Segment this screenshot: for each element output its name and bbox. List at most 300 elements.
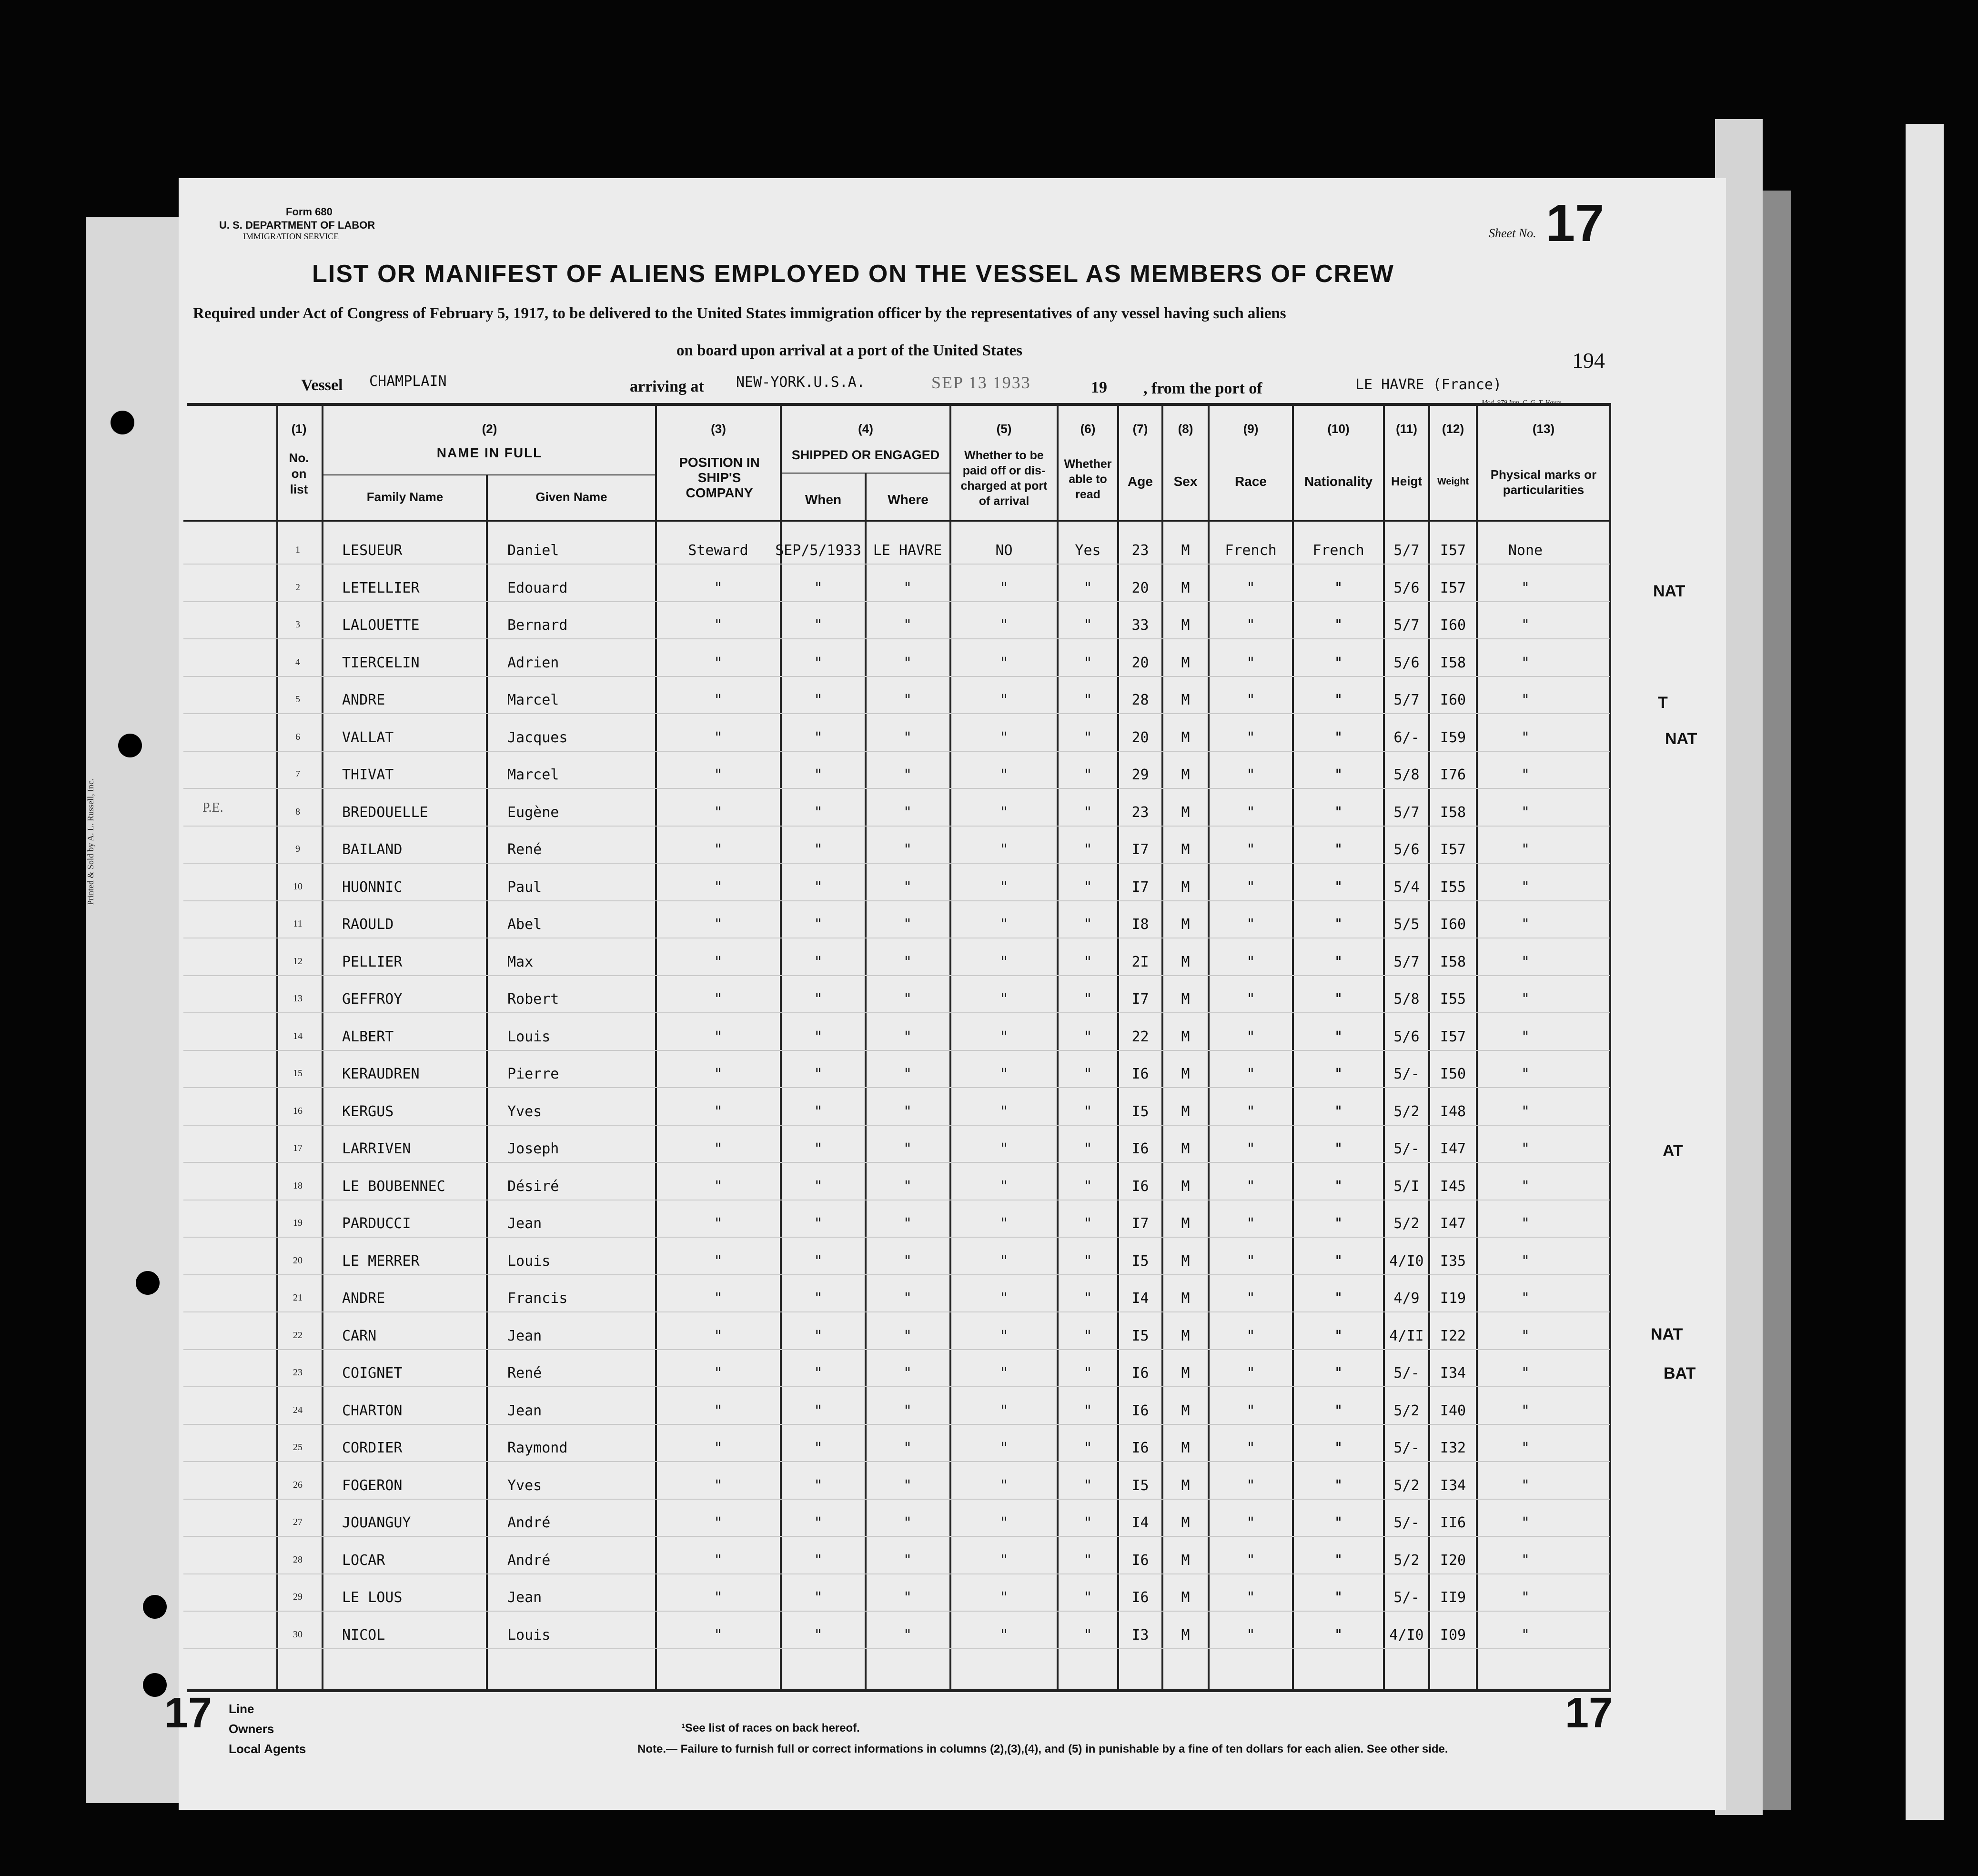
cell-race: " (1246, 729, 1255, 746)
cell-age: 22 (1131, 1029, 1149, 1045)
cell-paid-off: " (999, 692, 1009, 708)
cell-paid-off: " (999, 1402, 1009, 1419)
cell-race: " (1246, 767, 1255, 783)
cell-sex: M (1181, 1402, 1190, 1419)
cell-nationality: " (1334, 991, 1343, 1008)
cell-age: 23 (1131, 804, 1149, 821)
year-label: 19 (1091, 379, 1107, 396)
cell-height: 5/- (1393, 1440, 1420, 1456)
col-header-shipped: SHIPPED OR ENGAGED (791, 448, 940, 462)
cell-able-to-read: " (1083, 879, 1092, 896)
cell-age: 29 (1131, 767, 1149, 783)
cell-position: " (714, 916, 723, 933)
cell-able-to-read: " (1083, 1290, 1092, 1307)
cell-race: " (1246, 580, 1255, 596)
cell-position: " (714, 991, 723, 1008)
cell-shipped-when: " (814, 1103, 823, 1120)
cell-family-name: CHARTON (342, 1402, 403, 1419)
row-number: 30 (293, 1629, 303, 1640)
cell-race: " (1246, 1140, 1255, 1157)
cell-position: " (714, 1552, 723, 1569)
cell-physical-marks: " (1521, 1066, 1530, 1082)
cell-sex: M (1181, 580, 1190, 596)
cell-physical-marks: " (1521, 954, 1530, 970)
cell-family-name: LALOUETTE (342, 617, 420, 634)
cell-able-to-read: " (1083, 580, 1092, 596)
binder-hole (111, 411, 134, 434)
cell-family-name: CORDIER (342, 1440, 403, 1456)
cell-race: " (1246, 1253, 1255, 1270)
cell-age: I8 (1131, 916, 1149, 933)
cell-shipped-where: " (903, 954, 912, 970)
service-label: IMMIGRATION SERVICE (243, 232, 339, 241)
cell-shipped-where: " (903, 1365, 912, 1382)
cell-shipped-when: " (814, 1365, 823, 1382)
cell-sex: M (1181, 1328, 1190, 1344)
cell-sex: M (1181, 916, 1190, 933)
col-num-11: (11) (1396, 422, 1417, 436)
cell-paid-off: " (999, 1066, 1009, 1082)
cell-shipped-when: " (814, 1514, 823, 1531)
cell-race: " (1246, 1178, 1255, 1195)
cell-position: " (714, 1328, 723, 1344)
cell-paid-off: " (999, 991, 1009, 1008)
cell-paid-off: " (999, 1328, 1009, 1344)
cell-age: I6 (1131, 1140, 1149, 1157)
cell-shipped-when: " (814, 729, 823, 746)
cell-weight: I55 (1440, 879, 1466, 896)
row-number: 20 (293, 1255, 303, 1266)
cell-paid-off: " (999, 1365, 1009, 1382)
cell-age: I6 (1131, 1552, 1149, 1569)
cell-race: " (1246, 1552, 1255, 1569)
cell-shipped-when: " (814, 1178, 823, 1195)
cell-race: " (1246, 1066, 1255, 1082)
column-divider (322, 406, 323, 1689)
cell-sex: M (1181, 954, 1190, 970)
row-number: 25 (293, 1442, 303, 1452)
row-rule (183, 713, 1610, 714)
cell-given-name: Jacques (507, 729, 568, 746)
underlying-page-left (86, 217, 191, 1803)
cell-sex: M (1181, 1477, 1190, 1494)
cell-position: " (714, 1029, 723, 1045)
cell-nationality: " (1334, 1253, 1343, 1270)
col-header-read: Whether able to read (1064, 457, 1112, 501)
col-num-7: (7) (1132, 422, 1148, 436)
cell-given-name: Louis (507, 1627, 551, 1644)
cell-physical-marks: " (1521, 617, 1530, 634)
cell-height: 5/2 (1393, 1402, 1420, 1419)
cell-given-name: Yves (507, 1477, 542, 1494)
footer-sheet-number-left: 17 (164, 1689, 212, 1737)
cell-age: 20 (1131, 729, 1149, 746)
cell-sex: M (1181, 617, 1190, 634)
cell-paid-off: " (999, 954, 1009, 970)
cell-weight: II9 (1440, 1589, 1466, 1606)
cell-shipped-when: " (814, 1627, 823, 1644)
cell-weight: I34 (1440, 1365, 1466, 1382)
margin-note: T (1658, 694, 1668, 712)
row-rule (183, 788, 1610, 789)
column-divider (1117, 406, 1119, 1689)
cell-nationality: " (1334, 1402, 1343, 1419)
cell-shipped-when: " (814, 841, 823, 858)
cell-race: " (1246, 1365, 1255, 1382)
cell-height: 5/8 (1393, 991, 1420, 1008)
cell-shipped-when: " (814, 1140, 823, 1157)
cell-family-name: CARN (342, 1328, 377, 1344)
cell-paid-off: " (999, 1103, 1009, 1120)
cell-able-to-read: " (1083, 916, 1092, 933)
cell-height: 5/2 (1393, 1477, 1420, 1494)
header-bottom-border (183, 520, 1611, 522)
cell-shipped-where: " (903, 916, 912, 933)
row-number: 14 (293, 1031, 303, 1041)
row-number: 24 (293, 1405, 303, 1415)
cell-able-to-read: " (1083, 991, 1092, 1008)
cell-able-to-read: " (1083, 841, 1092, 858)
col-num-13: (13) (1532, 422, 1555, 436)
cell-nationality: " (1334, 692, 1343, 708)
cell-shipped-when: " (814, 1402, 823, 1419)
cell-age: I6 (1131, 1402, 1149, 1419)
cell-given-name: Jean (507, 1589, 542, 1606)
row-number: 26 (293, 1480, 303, 1490)
cell-able-to-read: " (1083, 767, 1092, 783)
row-number: 8 (295, 807, 300, 817)
row-number: 10 (293, 881, 303, 892)
cell-able-to-read: " (1083, 1066, 1092, 1082)
page-title: LIST OR MANIFEST OF ALIENS EMPLOYED ON THE VESSEL AS MEMBERS OF CREW (312, 260, 1394, 288)
cell-given-name: Marcel (507, 692, 559, 708)
table-bottom-border (187, 1689, 1611, 1692)
cell-weight: I19 (1440, 1290, 1466, 1307)
cell-family-name: LE BOUBENNEC (342, 1178, 445, 1195)
cell-paid-off: NO (995, 542, 1013, 559)
row-number: 29 (293, 1592, 303, 1602)
column-divider (1428, 406, 1430, 1689)
cell-given-name: Daniel (507, 542, 559, 559)
cell-physical-marks: " (1521, 1552, 1530, 1569)
cell-height: 5/7 (1393, 692, 1420, 708)
cell-age: I6 (1131, 1365, 1149, 1382)
underlying-page-far-right (1906, 124, 1944, 1820)
cell-nationality: " (1334, 1140, 1343, 1157)
from-port: LE HAVRE (France) (1355, 376, 1502, 393)
cell-paid-off: " (999, 1029, 1009, 1045)
cell-shipped-when: " (814, 1215, 823, 1232)
col-header-marks: Physical marks or particularities (1490, 467, 1597, 497)
cell-race: " (1246, 1290, 1255, 1307)
printer-note: Printed & Sold by A. L. Russell, Inc. (86, 778, 95, 905)
cell-paid-off: " (999, 879, 1009, 896)
cell-physical-marks: " (1521, 1215, 1530, 1232)
cell-shipped-when: " (814, 1029, 823, 1045)
cell-family-name: ALBERT (342, 1029, 394, 1045)
col-num-9: (9) (1243, 422, 1259, 436)
cell-physical-marks: " (1521, 1440, 1530, 1456)
cell-physical-marks: " (1521, 1140, 1530, 1157)
cell-nationality: French (1312, 542, 1364, 559)
cell-family-name: THIVAT (342, 767, 394, 783)
cell-given-name: René (507, 1365, 542, 1382)
cell-age: I6 (1131, 1066, 1149, 1082)
cell-race: " (1246, 804, 1255, 821)
cell-physical-marks: None (1508, 542, 1543, 559)
row-number: 2 (295, 582, 300, 593)
row-rule (183, 751, 1610, 752)
row-rule (183, 1536, 1610, 1537)
cell-physical-marks: " (1521, 1365, 1530, 1382)
cell-nationality: " (1334, 729, 1343, 746)
column-divider (276, 406, 278, 1689)
cell-weight: I60 (1440, 617, 1466, 634)
cell-weight: I35 (1440, 1253, 1466, 1270)
margin-note: BAT (1664, 1364, 1696, 1382)
footer-owners-label: Owners (229, 1722, 274, 1736)
cell-family-name: LARRIVEN (342, 1140, 411, 1157)
cell-height: 6/- (1393, 729, 1420, 746)
row-rule (183, 1050, 1610, 1051)
cell-family-name: RAOULD (342, 916, 394, 933)
stamp-number: 194 (1572, 348, 1605, 373)
cell-nationality: " (1334, 879, 1343, 896)
column-divider (1292, 406, 1294, 1689)
cell-race: " (1246, 1328, 1255, 1344)
margin-note: NAT (1651, 1325, 1683, 1343)
table-top-border (187, 403, 1611, 406)
cell-sex: M (1181, 1066, 1190, 1082)
subtitle-line-2: on board upon arrival at a port of the United States (676, 342, 1023, 359)
date-stamp: SEP 13 1933 (931, 373, 1031, 392)
cell-nationality: " (1334, 1328, 1343, 1344)
cell-given-name: Abel (507, 916, 542, 933)
cell-family-name: KERGUS (342, 1103, 394, 1120)
cell-height: 5/8 (1393, 767, 1420, 783)
cell-weight: I22 (1440, 1328, 1466, 1344)
cell-sex: M (1181, 1627, 1190, 1644)
cell-shipped-when: " (814, 1552, 823, 1569)
cell-paid-off: " (999, 655, 1009, 671)
cell-physical-marks: " (1521, 916, 1530, 933)
cell-able-to-read: " (1083, 1627, 1092, 1644)
row-rule (183, 1611, 1610, 1612)
cell-given-name: Jean (507, 1402, 542, 1419)
cell-shipped-when: SEP/5/1933 (775, 542, 861, 559)
cell-shipped-where: " (903, 1477, 912, 1494)
cell-nationality: " (1334, 1029, 1343, 1045)
row-number: 13 (293, 993, 303, 1004)
cell-family-name: TIERCELIN (342, 655, 420, 671)
cell-shipped-when: " (814, 991, 823, 1008)
row-number: 12 (293, 956, 303, 967)
cell-weight: I58 (1440, 804, 1466, 821)
col-num-6: (6) (1080, 422, 1096, 436)
column-divider (1057, 406, 1059, 1689)
penalty-note: Note.— Failure to furnish full or correct informations in columns (2),(3),(4), and (5) in punishable by a fine of ten dollars for each alien. See other side. (637, 1743, 1448, 1755)
cell-physical-marks: " (1521, 655, 1530, 671)
col-header-when: When (805, 492, 842, 507)
cell-weight: I58 (1440, 954, 1466, 970)
cell-sex: M (1181, 1514, 1190, 1531)
cell-position: " (714, 1589, 723, 1606)
cell-height: 5/7 (1393, 954, 1420, 970)
row-number: 18 (293, 1180, 303, 1191)
row-rule (183, 1012, 1610, 1013)
cell-able-to-read: " (1083, 804, 1092, 821)
col-header-family: Family Name (366, 490, 444, 504)
row-rule (183, 975, 1610, 976)
row-rule (183, 1349, 1610, 1350)
cell-able-to-read: " (1083, 1215, 1092, 1232)
cell-shipped-where: " (903, 580, 912, 596)
sheet-number: 17 (1546, 194, 1605, 252)
cell-paid-off: " (999, 1514, 1009, 1531)
vessel-name: CHAMPLAIN (369, 373, 447, 390)
cell-position: " (714, 617, 723, 634)
cell-height: 5/6 (1393, 580, 1420, 596)
cell-given-name: Pierre (507, 1066, 559, 1082)
cell-age: I5 (1131, 1253, 1149, 1270)
cell-position: " (714, 1514, 723, 1531)
cell-age: I4 (1131, 1514, 1149, 1531)
cell-given-name: André (507, 1514, 551, 1531)
cell-shipped-when: " (814, 692, 823, 708)
cell-physical-marks: " (1521, 1103, 1530, 1120)
cell-position: " (714, 1178, 723, 1195)
cell-paid-off: " (999, 1140, 1009, 1157)
cell-given-name: Louis (507, 1253, 551, 1270)
cell-race: " (1246, 1440, 1255, 1456)
cell-given-name: Max (507, 954, 534, 970)
cell-position: " (714, 841, 723, 858)
cell-family-name: JOUANGUY (342, 1514, 411, 1531)
row-rule (183, 1274, 1610, 1275)
binder-hole (143, 1595, 167, 1619)
races-footnote: ¹See list of races on back hereof. (681, 1722, 860, 1735)
cell-race: " (1246, 1103, 1255, 1120)
cell-shipped-where: " (903, 1290, 912, 1307)
row-rule (183, 863, 1610, 864)
cell-given-name: Marcel (507, 767, 559, 783)
cell-shipped-when: " (814, 1477, 823, 1494)
col-header-given: Given Name (535, 490, 607, 504)
cell-age: I6 (1131, 1589, 1149, 1606)
left-note-pe: P.E. (202, 800, 223, 815)
cell-nationality: " (1334, 841, 1343, 858)
cell-given-name: Raymond (507, 1440, 568, 1456)
cell-shipped-when: " (814, 1589, 823, 1606)
cell-weight: I09 (1440, 1627, 1466, 1644)
cell-position: " (714, 1402, 723, 1419)
cell-weight: I55 (1440, 991, 1466, 1008)
row-rule (183, 1311, 1610, 1312)
cell-sex: M (1181, 1215, 1190, 1232)
cell-race: " (1246, 1402, 1255, 1419)
binder-hole (143, 1673, 167, 1697)
row-rule (183, 1125, 1610, 1126)
row-rule (183, 826, 1610, 827)
cell-age: 20 (1131, 580, 1149, 596)
cell-age: I7 (1131, 991, 1149, 1008)
cell-height: 5/2 (1393, 1552, 1420, 1569)
cell-height: 4/I0 (1389, 1253, 1424, 1270)
cell-nationality: " (1334, 580, 1343, 596)
cell-position: " (714, 1440, 723, 1456)
cell-shipped-where: " (903, 804, 912, 821)
cell-able-to-read: " (1083, 1477, 1092, 1494)
cell-shipped-when: " (814, 879, 823, 896)
col-num-1: (1) (291, 422, 307, 436)
cell-family-name: KERAUDREN (342, 1066, 420, 1082)
cell-physical-marks: " (1521, 1290, 1530, 1307)
cell-shipped-where: " (903, 1103, 912, 1120)
cell-able-to-read: " (1083, 1402, 1092, 1419)
cell-age: 20 (1131, 655, 1149, 671)
cell-family-name: LOCAR (342, 1552, 385, 1569)
cell-nationality: " (1334, 916, 1343, 933)
cell-physical-marks: " (1521, 1589, 1530, 1606)
cell-shipped-where: " (903, 841, 912, 858)
cell-position: " (714, 1627, 723, 1644)
cell-paid-off: " (999, 729, 1009, 746)
arriving-label: arriving at (630, 378, 704, 395)
cell-paid-off: " (999, 580, 1009, 596)
cell-paid-off: " (999, 1440, 1009, 1456)
row-number: 16 (293, 1106, 303, 1116)
cell-height: 5/6 (1393, 655, 1420, 671)
cell-sex: M (1181, 804, 1190, 821)
cell-shipped-when: " (814, 1066, 823, 1082)
cell-weight: I47 (1440, 1215, 1466, 1232)
cell-shipped-when: " (814, 804, 823, 821)
cell-physical-marks: " (1521, 692, 1530, 708)
cell-sex: M (1181, 1290, 1190, 1307)
col-num-3: (3) (711, 422, 726, 436)
cell-sex: M (1181, 879, 1190, 896)
cell-able-to-read: " (1083, 1440, 1092, 1456)
cell-paid-off: " (999, 1477, 1009, 1494)
cell-position: " (714, 767, 723, 783)
cell-shipped-where: " (903, 1440, 912, 1456)
footer-agents-label: Local Agents (229, 1742, 306, 1756)
row-rule (183, 564, 1610, 565)
cell-race: " (1246, 1215, 1255, 1232)
cell-position: " (714, 580, 723, 596)
row-rule (183, 1461, 1610, 1462)
footer-line-label: Line (229, 1702, 254, 1716)
cell-paid-off: " (999, 1589, 1009, 1606)
col-num-8: (8) (1178, 422, 1193, 436)
row-number: 1 (295, 545, 300, 555)
cell-age: 28 (1131, 692, 1149, 708)
cell-height: 5/2 (1393, 1103, 1420, 1120)
cell-weight: I57 (1440, 1029, 1466, 1045)
footer-sheet-number-right: 17 (1565, 1689, 1613, 1737)
cell-shipped-when: " (814, 580, 823, 596)
name-subheader-rule (323, 474, 656, 475)
column-divider (1383, 406, 1385, 1689)
cell-able-to-read: " (1083, 1589, 1092, 1606)
cell-weight: I20 (1440, 1552, 1466, 1569)
cell-given-name: Joseph (507, 1140, 559, 1157)
row-number: 3 (295, 619, 300, 630)
col-header-weight: Weight (1437, 476, 1469, 487)
cell-paid-off: " (999, 841, 1009, 858)
cell-able-to-read: " (1083, 954, 1092, 970)
cell-weight: I32 (1440, 1440, 1466, 1456)
